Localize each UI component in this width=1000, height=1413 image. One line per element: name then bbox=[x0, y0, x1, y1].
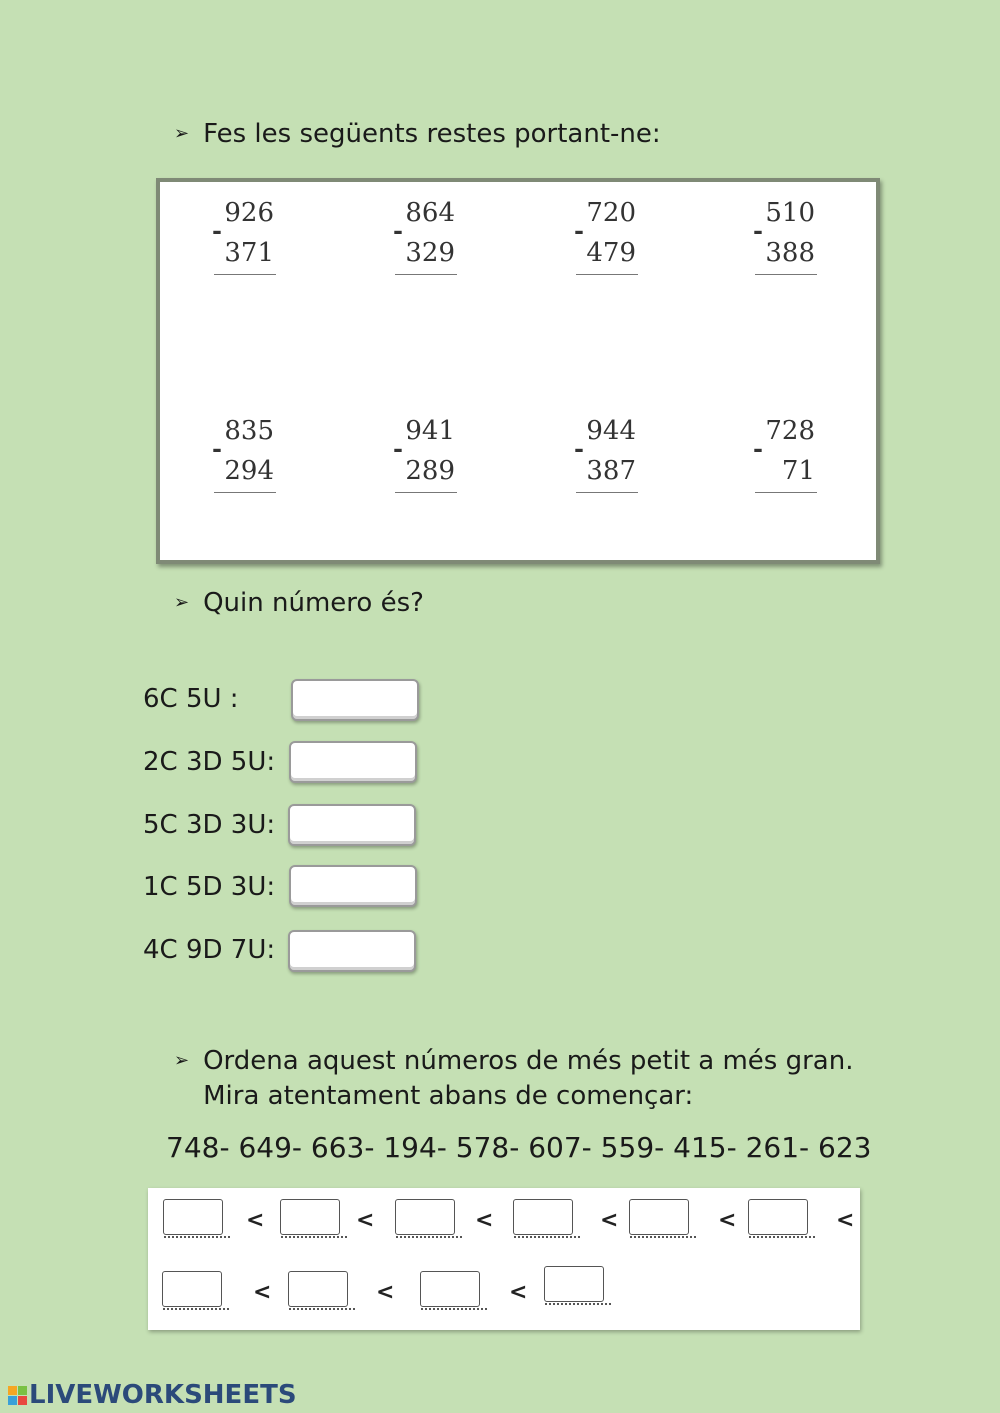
minuend: 728 bbox=[765, 416, 815, 446]
less-than-sign: < bbox=[475, 1208, 494, 1233]
minuend: 510 bbox=[765, 198, 815, 228]
liveworksheets-logo bbox=[8, 1380, 297, 1410]
minus-sign: - bbox=[212, 216, 222, 245]
minus-sign: - bbox=[574, 434, 584, 463]
subtrahend: 329 bbox=[405, 238, 455, 268]
order-slot-6[interactable] bbox=[748, 1199, 808, 1235]
order-slot-1[interactable] bbox=[163, 1199, 223, 1235]
subtraction-7 bbox=[572, 400, 642, 490]
order-slot-2[interactable] bbox=[280, 1199, 340, 1235]
subtrahend: 289 bbox=[405, 456, 455, 486]
liveworksheets-logo-icon bbox=[8, 1386, 27, 1405]
less-than-sign: < bbox=[718, 1208, 737, 1233]
instruction-line-1: Ordena aquest números de més petit a més gran. bbox=[203, 1046, 854, 1076]
subtrahend: 71 bbox=[781, 456, 815, 486]
logo-text: LIVEWORKSHEETS bbox=[29, 1380, 297, 1410]
subtrahend: 388 bbox=[765, 238, 815, 268]
subtraction-2 bbox=[391, 182, 461, 272]
answer-input-2[interactable] bbox=[289, 741, 417, 783]
subtraction-4 bbox=[751, 182, 821, 272]
less-than-sign: < bbox=[509, 1280, 528, 1305]
instruction-which-number bbox=[174, 586, 424, 621]
order-slot-5[interactable] bbox=[629, 1199, 689, 1235]
result-line bbox=[214, 492, 276, 493]
place-value-label-2: 2C 3D 5U: bbox=[143, 747, 276, 777]
answer-input-4[interactable] bbox=[289, 865, 417, 907]
minus-sign: - bbox=[753, 216, 763, 245]
subtraction-6 bbox=[391, 400, 461, 490]
instruction-text: Fes les següents restes portant-ne: bbox=[203, 119, 661, 149]
instruction-text: Quin número és? bbox=[203, 588, 424, 618]
instruction-line-2: Mira atentament abans de començar: bbox=[203, 1081, 694, 1111]
minuend: 720 bbox=[586, 198, 636, 228]
minus-sign: - bbox=[393, 434, 403, 463]
order-slot-10[interactable] bbox=[544, 1266, 604, 1302]
instruction-order-numbers bbox=[174, 1044, 853, 1114]
result-line bbox=[755, 492, 817, 493]
subtraction-1 bbox=[210, 182, 280, 272]
instruction-text bbox=[203, 1044, 853, 1114]
subtrahend: 371 bbox=[224, 238, 274, 268]
minus-sign: - bbox=[574, 216, 584, 245]
result-line bbox=[395, 274, 457, 275]
place-value-label-3: 5C 3D 3U: bbox=[143, 810, 276, 840]
place-value-label-4: 1C 5D 3U: bbox=[143, 872, 276, 902]
subtraction-3 bbox=[572, 182, 642, 272]
subtraction-8 bbox=[751, 400, 821, 490]
numbers-to-order: 748- 649- 663- 194- 578- 607- 559- 415- 261- 623 bbox=[166, 1131, 872, 1164]
order-slot-7[interactable] bbox=[162, 1271, 222, 1307]
order-slot-9[interactable] bbox=[420, 1271, 480, 1307]
subtrahend: 387 bbox=[586, 456, 636, 486]
subtraction-5 bbox=[210, 400, 280, 490]
less-than-sign: < bbox=[376, 1280, 395, 1305]
less-than-sign: < bbox=[356, 1208, 375, 1233]
answer-input-1[interactable] bbox=[291, 679, 419, 721]
less-than-sign: < bbox=[246, 1208, 265, 1233]
result-line bbox=[576, 274, 638, 275]
order-slot-8[interactable] bbox=[288, 1271, 348, 1307]
subtrahend: 479 bbox=[586, 238, 636, 268]
answer-input-3[interactable] bbox=[288, 804, 416, 846]
minuend: 864 bbox=[405, 198, 455, 228]
minuend: 835 bbox=[224, 416, 274, 446]
result-line bbox=[214, 274, 276, 275]
minus-sign: - bbox=[753, 434, 763, 463]
instruction-subtraction bbox=[174, 117, 661, 152]
less-than-sign: < bbox=[600, 1208, 619, 1233]
result-line bbox=[755, 274, 817, 275]
result-line bbox=[395, 492, 457, 493]
less-than-sign: < bbox=[836, 1208, 855, 1233]
subtraction-panel bbox=[156, 178, 880, 564]
answer-input-5[interactable] bbox=[288, 930, 416, 972]
order-slot-3[interactable] bbox=[395, 1199, 455, 1235]
place-value-label-1: 6C 5U : bbox=[143, 684, 239, 714]
minuend: 944 bbox=[586, 416, 636, 446]
minus-sign: - bbox=[212, 434, 222, 463]
arrowhead-bullet-icon: ➢ bbox=[174, 1050, 190, 1071]
order-slot-4[interactable] bbox=[513, 1199, 573, 1235]
ordering-panel bbox=[148, 1188, 860, 1330]
place-value-label-5: 4C 9D 7U: bbox=[143, 935, 276, 965]
minuend: 941 bbox=[405, 416, 455, 446]
result-line bbox=[576, 492, 638, 493]
arrowhead-bullet-icon: ➢ bbox=[174, 123, 190, 144]
arrowhead-bullet-icon: ➢ bbox=[174, 592, 190, 613]
minus-sign: - bbox=[393, 216, 403, 245]
subtrahend: 294 bbox=[224, 456, 274, 486]
less-than-sign: < bbox=[253, 1280, 272, 1305]
minuend: 926 bbox=[224, 198, 274, 228]
